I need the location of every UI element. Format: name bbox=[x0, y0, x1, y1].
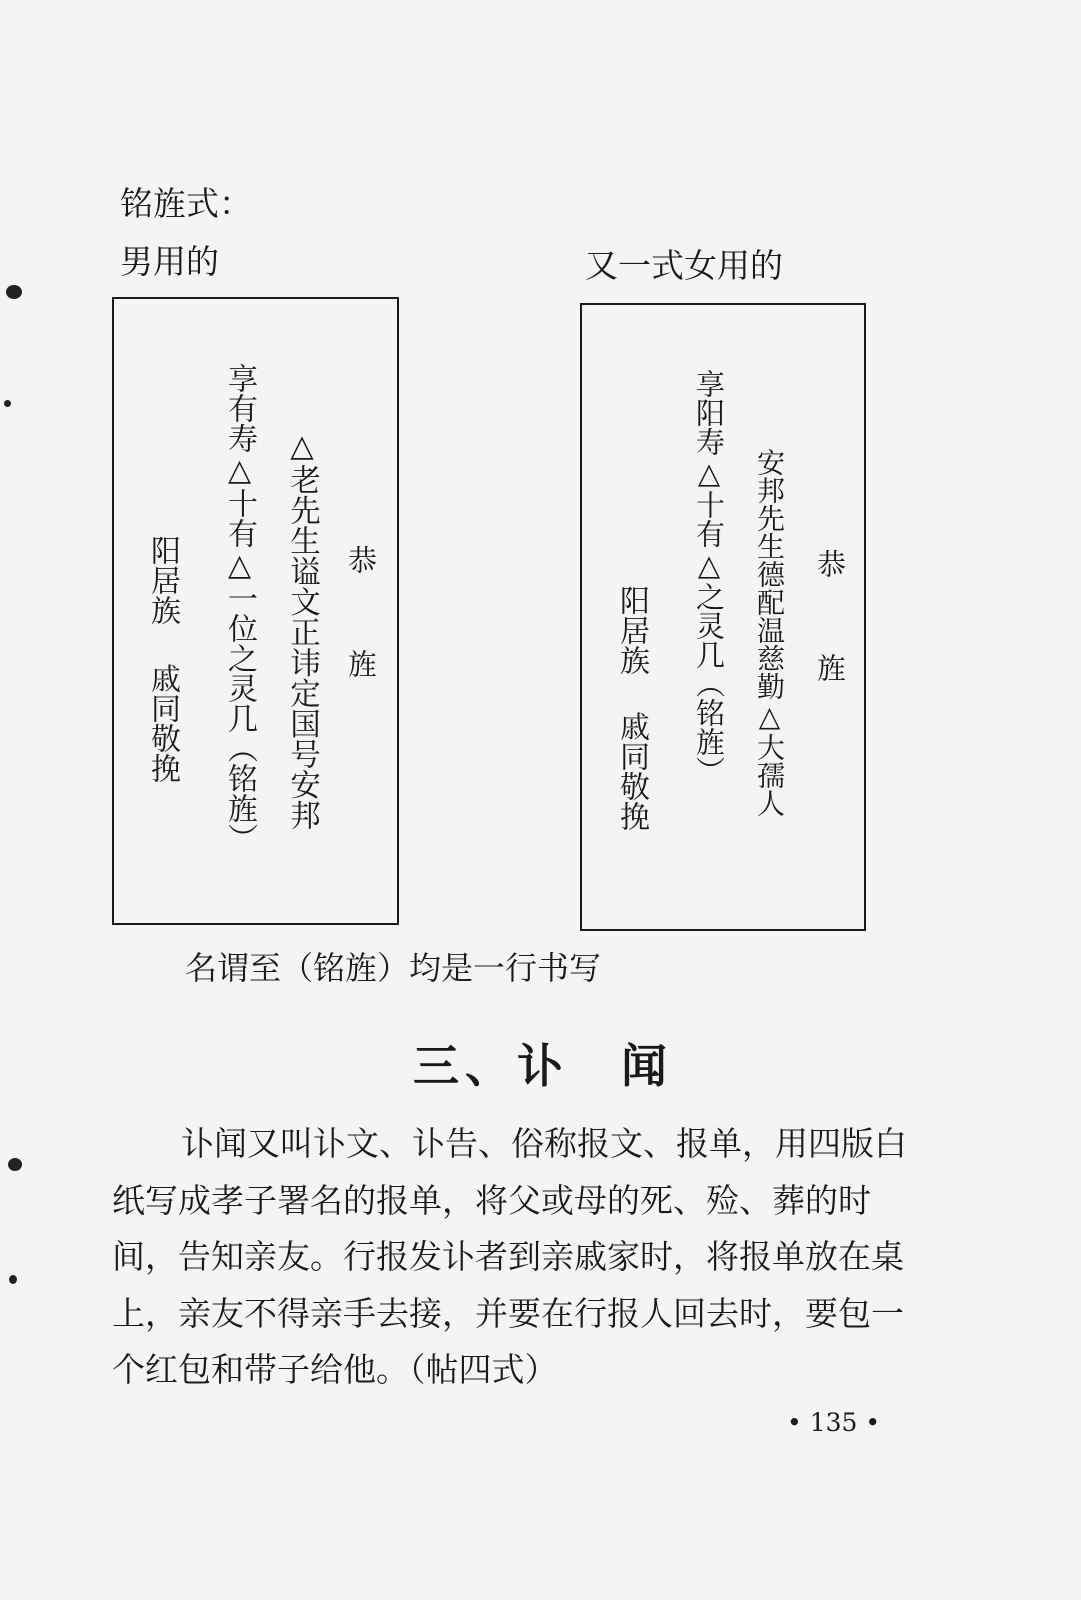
female-banner-col-sender: 戚同敬挽 bbox=[614, 711, 649, 831]
scan-speck bbox=[4, 400, 11, 407]
female-banner bbox=[580, 303, 866, 931]
female-banner-col-family: 阳居族 bbox=[614, 585, 649, 675]
paragraph-line: 个红包和带子给他。（帖四式） bbox=[112, 1350, 558, 1389]
format-heading: 铭旌式： bbox=[120, 184, 252, 223]
paragraph-line: 上，亲友不得亲手去接，并要在行报人回去时，要包一 bbox=[112, 1294, 904, 1333]
paragraph-line: 间，告知亲友。行报发讣者到亲戚家时，将报单放在桌 bbox=[112, 1237, 904, 1276]
female-banner-col-name: 安邦先生德配温慈勤△大孺人 bbox=[753, 448, 786, 817]
male-banner-col-age: 享有寿△十有△一位之灵几（铭旌） bbox=[222, 363, 257, 853]
female-banner-col-top: 恭旌 bbox=[813, 549, 847, 757]
male-banner-col-family: 阳居族 bbox=[145, 535, 180, 625]
female-banner-label: 又一式女用的 bbox=[585, 246, 783, 285]
scan-speck bbox=[6, 285, 22, 299]
male-banner-col-top: 恭旌 bbox=[344, 545, 378, 753]
banner-note: 名谓至（铭旌）均是一行书写 bbox=[185, 949, 602, 987]
paragraph-line: 纸写成孝子署名的报单，将父或母的死、殓、葬的时 bbox=[112, 1181, 871, 1220]
male-banner-label: 男用的 bbox=[120, 242, 219, 281]
scan-speck bbox=[8, 1158, 22, 1171]
paragraph-line: 讣闻又叫讣文、讣告、俗称报文、报单，用四版白 bbox=[181, 1124, 907, 1163]
section-title: 三、讣 闻 bbox=[413, 1039, 673, 1093]
male-banner-col-name: △老先生谥文正讳定国号安邦 bbox=[284, 429, 320, 830]
male-banner-col-sender: 戚同敬挽 bbox=[145, 663, 180, 783]
page-number: • 135 • bbox=[787, 1408, 881, 1437]
scan-speck bbox=[9, 1275, 17, 1284]
male-banner bbox=[112, 297, 399, 925]
female-banner-col-age: 享阳寿△十有△之灵几（铭旌） bbox=[692, 369, 726, 785]
